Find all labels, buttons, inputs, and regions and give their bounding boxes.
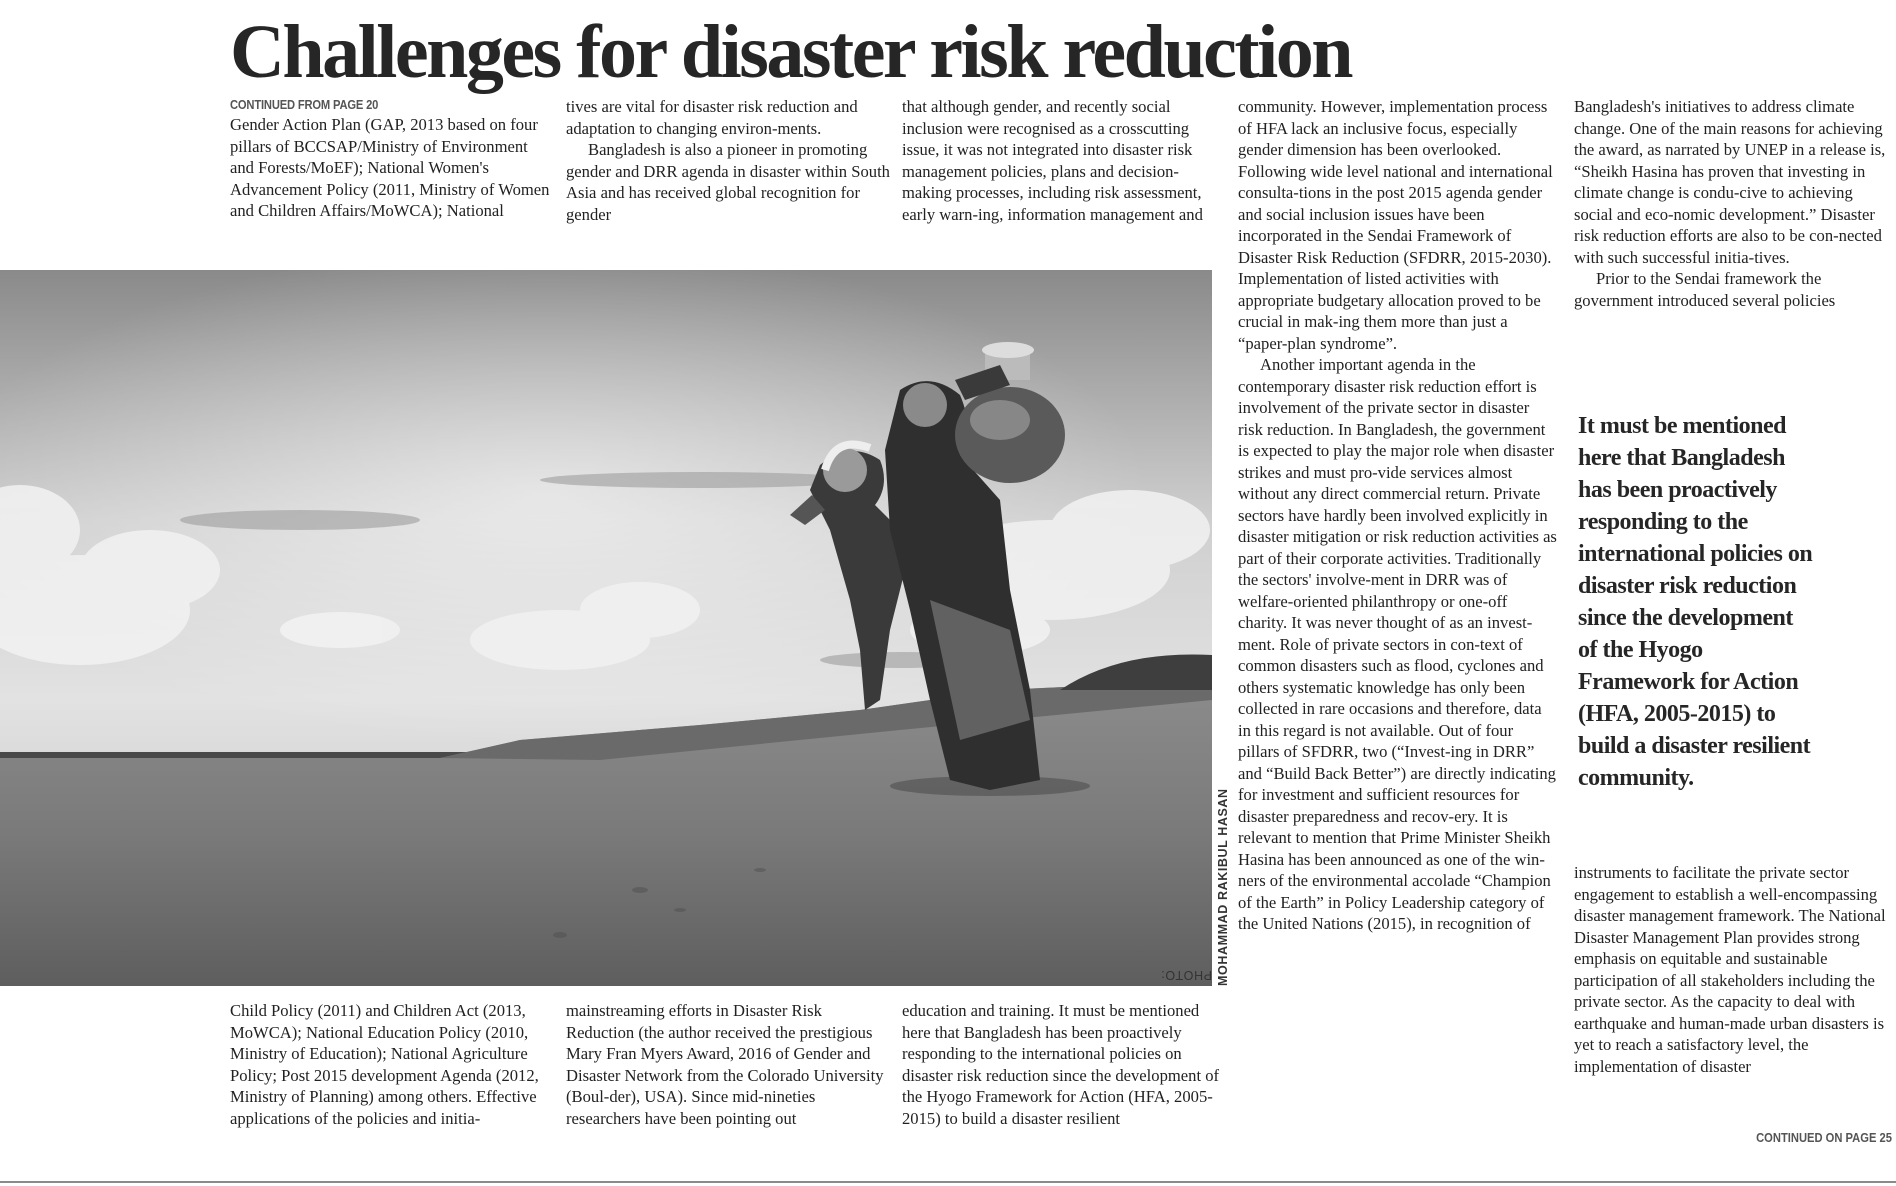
column-1-top [230, 96, 550, 222]
column-5-bottom [1574, 862, 1894, 1077]
paragraph: Bangladesh is also a pioneer in promoting gender and DRR agenda in disaster within South Asia and has received global recognition for gender [566, 140, 890, 224]
paragraph: community. However, implementation process of HFA lack an inclusive focus, especially gender dimension has been overlooked. Following wide level national and international consulta-tions in the post 2015 agenda gender and social inclusion issues have been incorporated in the Sendai Framework of Disaster Risk Reduction (SFDRR, 2015-2030). Implementation of listed activities with appropriate budgetary allocation proved to be crucial in mak-ing them more than just a “paper-plan syndrome”. [1238, 97, 1553, 353]
column-3-top [902, 96, 1228, 225]
column-5-top [1574, 96, 1894, 311]
continued-on-label: CONTINUED ON PAGE 25 [1756, 1130, 1892, 1145]
paragraph: tives are vital for disaster risk reduction and adaptation to changing environ-ments. [566, 97, 858, 138]
paragraph: education and training. It must be mentioned here that Bangladesh has been proactively responding to the international policies on disaster risk reduction since the development of the Hyogo Framework for Action (HFA, 2005-2015) to build a disaster resilient [902, 1001, 1220, 1128]
paragraph: Bangladesh's initiatives to address climate change. One of the main reasons for achieving the award, as narrated by UNEP in a release is, “Sheikh Hasina has proven that investing in climate change is condu-cive to achieving social and eco-nomic development.” Disaster risk reduction efforts are also to be con-nected with such successful initia-tives. [1574, 97, 1886, 267]
paragraph: that although gender, and recently social inclusion were recognised as a crosscutting issue, it was not integrated into disaster risk management policies, plans and decision-making processes, including risk assessment, early warn-ing, information management and [902, 97, 1203, 224]
headline: Challenges for disaster risk reduction [230, 10, 1352, 94]
photo-credit-prefix: PHOTO: [1160, 968, 1212, 982]
column-4 [1238, 96, 1558, 935]
paragraph: mainstreaming efforts in Disaster Risk Reduction (the author received the prestigious Mary Fran Myers Award, 2016 of Gender and Disaster Network from the Colorado University (Boul-der), USA). Since mid-nineties researchers have been pointing out [566, 1001, 884, 1128]
bottom-rule [0, 1181, 1896, 1183]
continued-from-label: CONTINUED FROM PAGE 20 [230, 97, 379, 112]
photo-credit-name: MOHAMMAD RAKIBUL HASAN [1216, 788, 1230, 986]
photo-image [0, 270, 1212, 986]
paragraph: Prior to the Sendai framework the government introduced several policies [1574, 269, 1836, 310]
column-2-bottom [566, 1000, 892, 1129]
article-photo [0, 270, 1212, 986]
column-2-top [566, 96, 892, 225]
pull-quote: It must be mentioned here that Bangladesh has been proactively responding to the international policies on disaster risk reduction since the development of the Hyogo Framework for Action (HFA, 2005-2015) to build a disaster resilient community. [1578, 413, 1813, 791]
column-1-bottom [230, 1000, 550, 1129]
paragraph: Gender Action Plan (GAP, 2013 based on four pillars of BCCSAP/Ministry of Environment and Forests/MoEF); National Women's Advancement Policy (2011, Ministry of Women and Children Affairs/MoWCA); National [230, 115, 550, 220]
paragraph: Another important agenda in the contemporary disaster risk reduction effort is involvement of the private sector in disaster risk reduction. In Bangladesh, the government is expected to play the major role when disaster strikes and must pro-vide services almost without any direct commercial return. Private sectors have hardly been involved explicitly in disaster mitigation or risk reduction activities as part of their corporate activities. Traditionally the sectors' involve-ment in DRR was of welfare-oriented philanthropy or one-off charity. It was never thought of as an invest-ment. Role of private sectors in con-text of common disasters such as flood, cyclones and others systematic knowledge has only been collected in rare occasions and therefore, data in this regard is not available. Out of four pillars of SFDRR, two (“Invest-ing in DRR” and “Build Back Better”) are directly indicating for investment and sufficient resources for disaster preparedness and recov-ery. It is relevant to mention that Prime Minister Sheikh Hasina has been announced as one of the win-ners of the environmental accolade “Champion of the Earth” in Policy Leadership category of the United Nations (2015), in recognition of [1238, 355, 1557, 933]
column-3-bottom [902, 1000, 1228, 1129]
paragraph: Child Policy (2011) and Children Act (2013, MoWCA); National Education Policy (2010, Ministry of Education); National Agriculture Policy; Post 2015 development Agenda (2012, Ministry of Planning) among others. Effective applications of the policies and initia- [230, 1001, 539, 1128]
paragraph: instruments to facilitate the private sector engagement to establish a well-encompassing disaster management framework. The National Disaster Management Plan provides strong emphasis on equitable and sustainable participation of all stakeholders including the private sector. As the capacity to deal with earthquake and human-made urban disasters is yet to reach a satisfactory level, the implementation of disaster [1574, 863, 1886, 1076]
